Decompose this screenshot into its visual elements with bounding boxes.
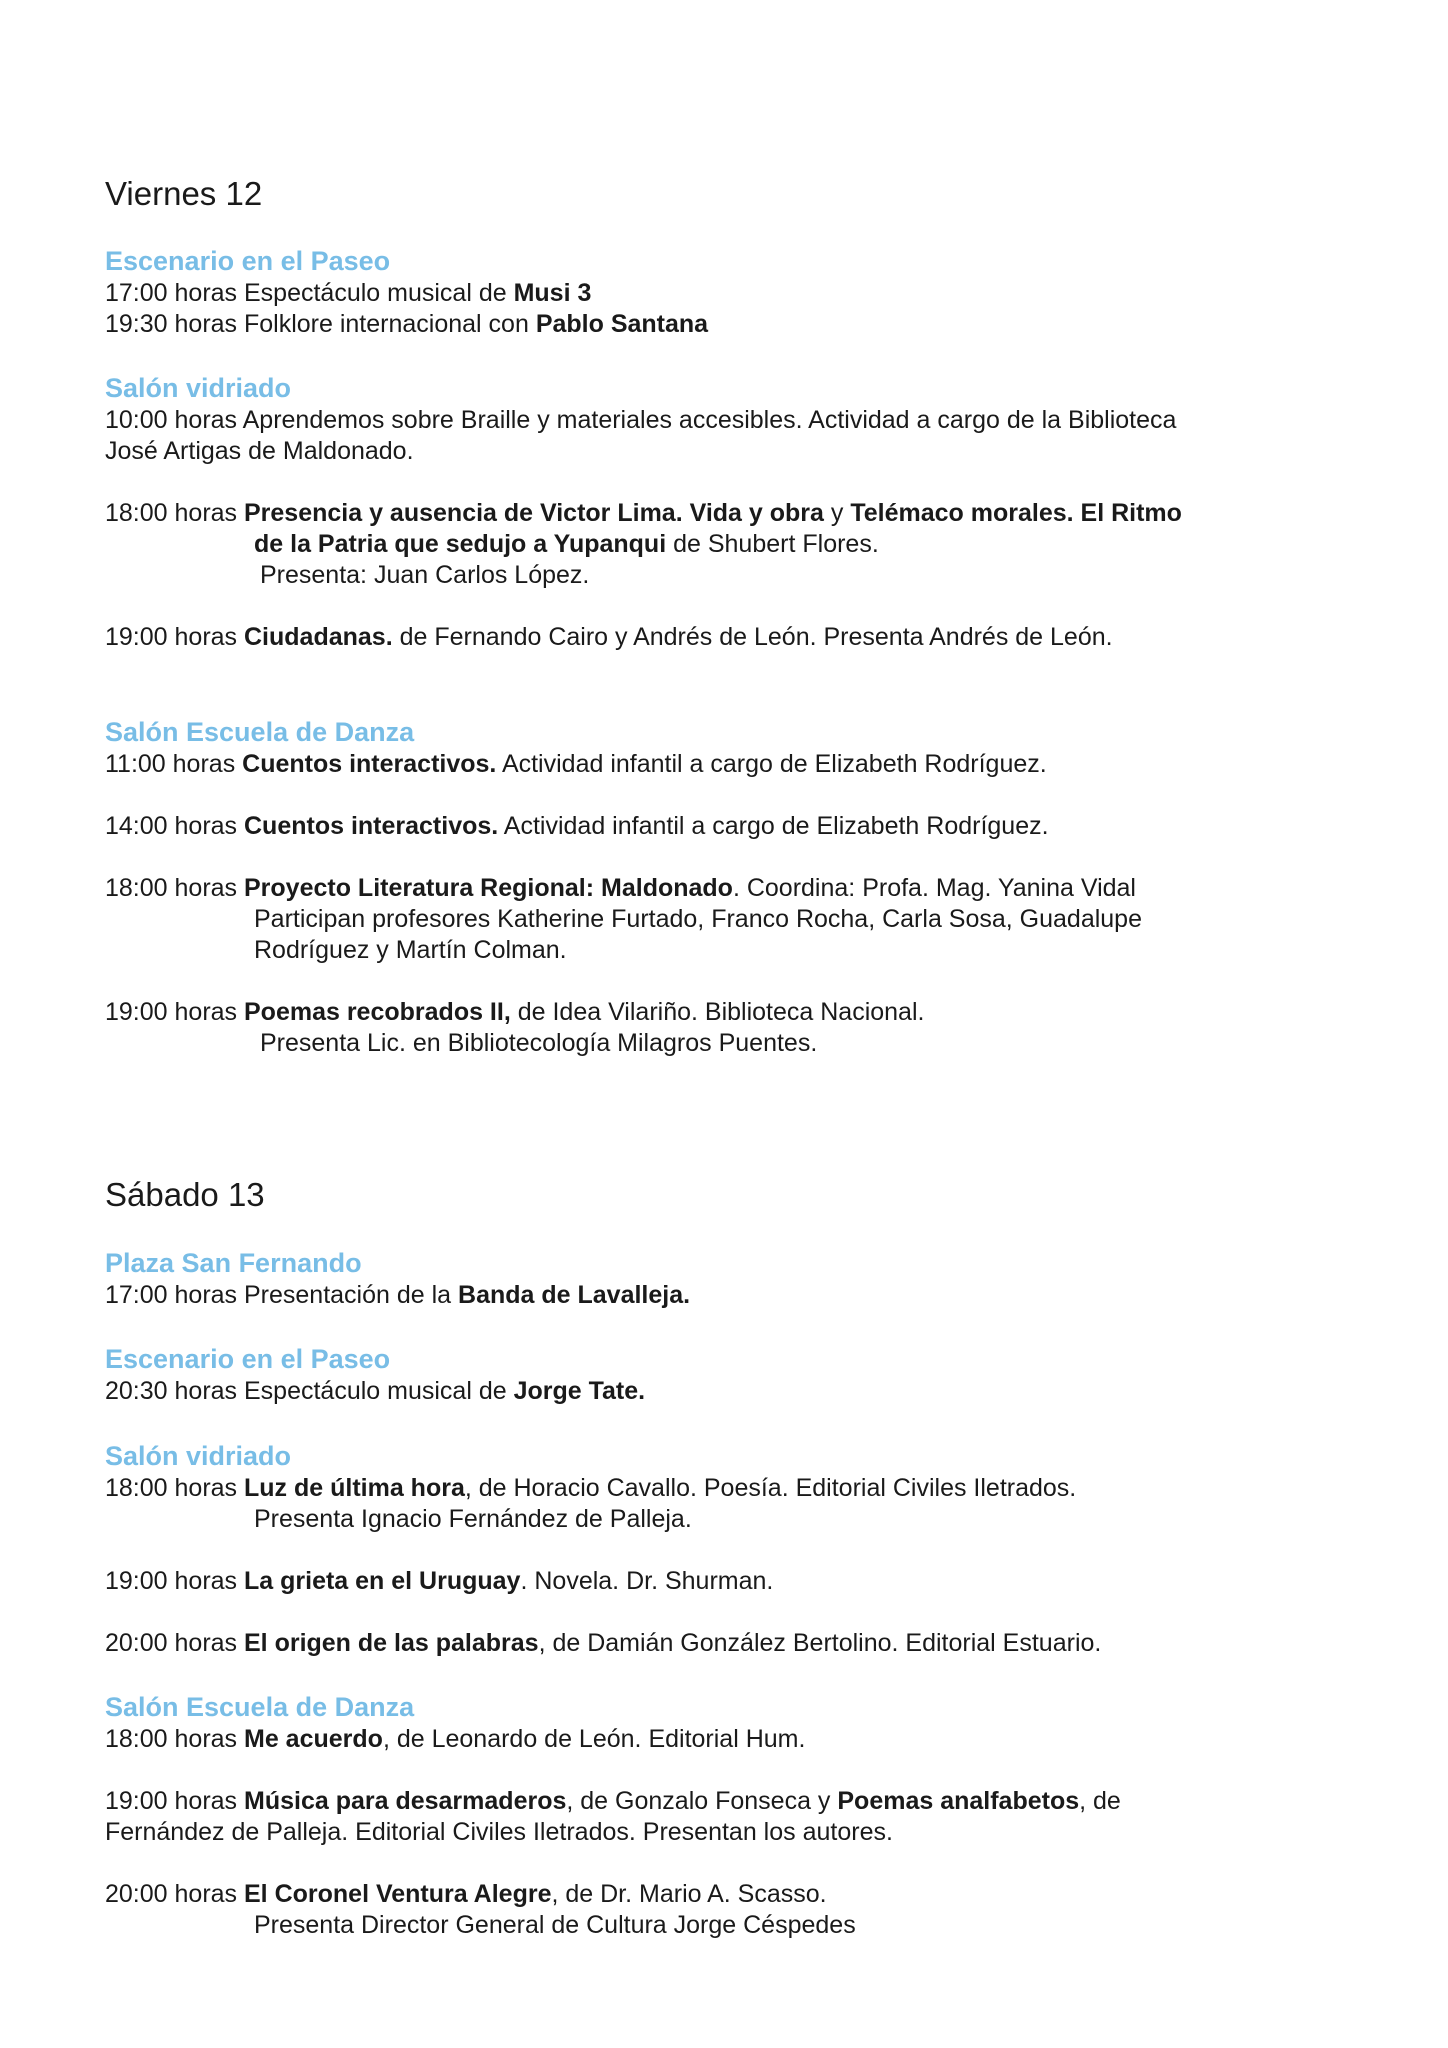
event-line: 19:00 horas La grieta en el Uruguay. Novela. Dr. Shurman. (105, 1567, 774, 1595)
venue-heading: Escenario en el Paseo (105, 1344, 391, 1374)
venue-heading: Escenario en el Paseo (105, 246, 391, 276)
event-line: 18:00 horas Presencia y ausencia de Victor Lima. Vida y obra y Telémaco morales. El Ritmo (105, 499, 1182, 527)
event-line: 19:00 horas Ciudadanas. de Fernando Cairo y Andrés de León. Presenta Andrés de León. (105, 623, 1113, 651)
event-line: 19:00 horas Poemas recobrados II, de Idea Vilariño. Biblioteca Nacional. (105, 998, 925, 1026)
event-line: 14:00 horas Cuentos interactivos. Actividad infantil a cargo de Elizabeth Rodríguez. (105, 812, 1049, 840)
venue-heading: Salón Escuela de Danza (105, 717, 415, 747)
event-line: Fernández de Palleja. Editorial Civiles Iletrados. Presentan los autores. (105, 1818, 893, 1846)
day-title-sabado: Sábado 13 (105, 1176, 265, 1213)
event-line: 18:00 horas Luz de última hora, de Horacio Cavallo. Poesía. Editorial Civiles Iletrados. (105, 1474, 1077, 1502)
day-title-viernes: Viernes 12 (105, 175, 263, 212)
event-line: Presenta Lic. en Bibliotecología Milagros Puentes. (260, 1029, 818, 1057)
event-line: de la Patria que sedujo a Yupanqui de Shubert Flores. (254, 530, 879, 558)
event-line: 20:00 horas El Coronel Ventura Alegre, de Dr. Mario A. Scasso. (105, 1880, 827, 1908)
event-line: Rodríguez y Martín Colman. (254, 936, 567, 964)
event-line: Participan profesores Katherine Furtado, Franco Rocha, Carla Sosa, Guadalupe (254, 905, 1142, 933)
event-line: Presenta: Juan Carlos López. (260, 561, 590, 589)
event-line: José Artigas de Maldonado. (105, 437, 414, 465)
event-line: 19:30 horas Folklore internacional con Pablo Santana (105, 310, 709, 338)
venue-heading: Salón Escuela de Danza (105, 1692, 415, 1722)
venue-heading: Salón vidriado (105, 1441, 292, 1471)
event-line: Presenta Ignacio Fernández de Palleja. (254, 1505, 692, 1533)
event-line: 17:00 horas Espectáculo musical de Musi 3 (105, 279, 592, 307)
event-line: 11:00 horas Cuentos interactivos. Actividad infantil a cargo de Elizabeth Rodríguez. (105, 750, 1047, 778)
event-line: 20:00 horas El origen de las palabras, de Damián González Bertolino. Editorial Estuario. (105, 1629, 1102, 1657)
event-line: 18:00 horas Proyecto Literatura Regional: Maldonado. Coordina: Profa. Mag. Yanina Vidal (105, 874, 1136, 902)
event-line: Presenta Director General de Cultura Jorge Céspedes (254, 1911, 856, 1939)
venue-heading: Plaza San Fernando (105, 1248, 362, 1278)
event-line: 17:00 horas Presentación de la Banda de Lavalleja. (105, 1281, 691, 1309)
event-line: 19:00 horas Música para desarmaderos, de Gonzalo Fonseca y Poemas analfabetos, de (105, 1787, 1121, 1815)
event-line: 20:30 horas Espectáculo musical de Jorge Tate. (105, 1377, 646, 1405)
event-line: 10:00 horas Aprendemos sobre Braille y materiales accesibles. Actividad a cargo de la Biblioteca (105, 406, 1177, 434)
event-line: 18:00 horas Me acuerdo, de Leonardo de León. Editorial Hum. (105, 1725, 806, 1753)
venue-heading: Salón vidriado (105, 373, 292, 403)
